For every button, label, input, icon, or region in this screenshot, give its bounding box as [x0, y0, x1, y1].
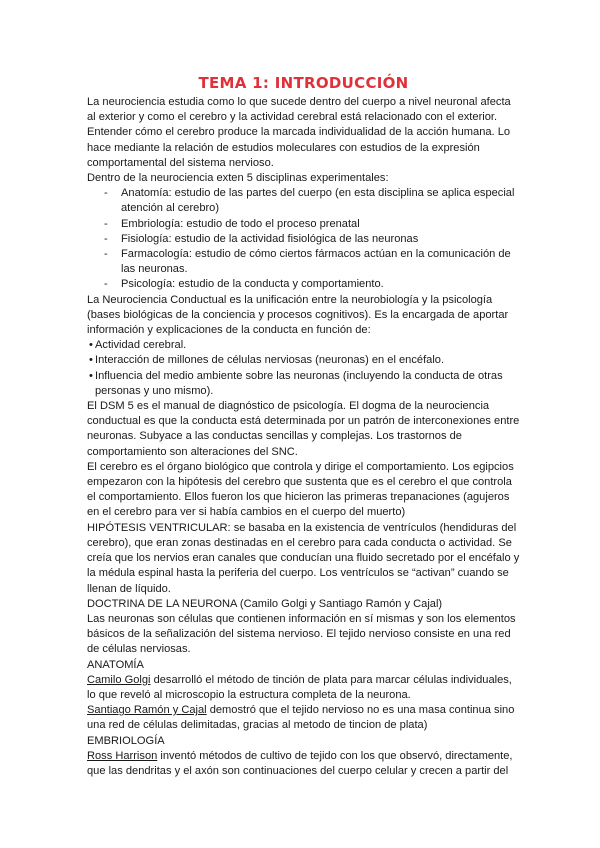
- dsm-paragraph: El DSM 5 es el manual de diagnóstico de psicología. El dogma de la neurociencia conductual es que la conducta está determinada por un patrón de interconexiones entre neuronas. Subyace a las conductas sencillas y complejas. Los trastornos de comportamiento son alteraciones del SNC.: [87, 400, 520, 458]
- list-item: - Embriología: estudio de todo el proceso prenatal: [104, 217, 520, 232]
- list-item: - Farmacología: estudio de cómo ciertos fármacos actúan en la comunicación de las neuronas.: [104, 247, 520, 277]
- disciplines-list: [87, 186, 520, 292]
- golgi-text: desarrolló el método de tinción de plata para marcar células individuales, lo que reveló al microscopio la estructura completa de la neurona.: [87, 673, 512, 701]
- bullet-icon: •: [89, 339, 93, 352]
- list-item-text: Interacción de millones de células nerviosas (neuronas) en el encéfalo.: [95, 354, 445, 367]
- list-item: - Psicología: estudio de la conducta y comportamiento.: [104, 277, 520, 292]
- intro-paragraph-2: Entender cómo el cerebro produce la marcada individualidad de la acción humana. Lo hace mediante la relación de estudios moleculares con estudios de la expresión comportamental del sistema nervioso.: [87, 126, 511, 169]
- harrison-name: Ross Harrison: [87, 749, 158, 762]
- conductual-paragraph: La Neurociencia Conductual es la unificación entre la neurobiología y la psicología (bases biológicas de la conciencia y procesos cognitivos). Es la encargada de aportar información y explicaciones de la conducta en función de:: [87, 293, 509, 337]
- list-item: [89, 338, 520, 353]
- harrison-text: inventó métodos de cultivo de tejido con los que observó, directamente, que las dendritas y el axón son continuaciones del cuerpo celular y crecen a partir del: [87, 749, 513, 777]
- ventricular-paragraph: HIPÓTESIS VENTRICULAR: se basaba en la existencia de ventrículos (hendiduras del cerebro), que eran zonas destinadas en el cerebro para cada conducta o actividad. Se creía que los nervios eran canales que conducían una fluido secretado por el encéfalo y la médula espinal hasta la periferia del cuerpo. Los ventrículos se “activan” cuando se llenan de líquido.: [87, 521, 520, 595]
- cajal-text: demostró que el tejido nervioso no es una masa continua sino una red de células delimitadas, gracias al metodo de tincion de plata): [87, 704, 515, 732]
- anatomia-heading: ANATOMÍA: [87, 658, 144, 671]
- bullet-icon: •: [89, 369, 93, 382]
- golgi-name: Camilo Golgi: [87, 673, 151, 686]
- list-item-text: Influencia del medio ambiente sobre las neuronas (incluyendo la conducta de otras personas y uno mismo).: [95, 369, 503, 397]
- list-item: - Anatomía: estudio de las partes del cuerpo (en esta disciplina se aplica especial atención al cerebro): [104, 186, 520, 216]
- golgi-paragraph: [87, 673, 520, 703]
- page-title: TEMA 1: INTRODUCCIÓN: [198, 74, 409, 92]
- list-item: [89, 353, 520, 368]
- bullet-icon: •: [89, 354, 93, 367]
- list-item-text: Actividad cerebral.: [95, 339, 187, 352]
- embriologia-heading: EMBRIOLOGÍA: [87, 734, 165, 747]
- doctrina-heading: DOCTRINA DE LA NEURONA (Camilo Golgi y Santiago Ramón y Cajal): [87, 597, 443, 610]
- factors-list: [87, 338, 520, 399]
- cajal-paragraph: [87, 703, 520, 733]
- list-item: - Fisiología: estudio de la actividad fisiológica de las neuronas: [104, 232, 520, 247]
- harrison-paragraph: [87, 749, 520, 779]
- intro-paragraph-1: La neurociencia estudia como lo que sucede dentro del cuerpo a nivel neuronal afecta al exterior y como el cerebro y la actividad cerebral está relacionado con el exterior.: [87, 96, 511, 124]
- list-item: [89, 369, 520, 399]
- doctrina-paragraph: Las neuronas son células que contienen información en sí mismas y son los elementos básicos de la señalización del sistema nervioso. El tejido nervioso consiste en una red de células nerviosas.: [87, 612, 516, 656]
- intro-paragraph-3: Dentro de la neurociencia exten 5 disciplinas experimentales:: [87, 172, 389, 185]
- cerebro-paragraph: El cerebro es el órgano biológico que controla y dirige el comportamiento. Los egipcios empezaron con la hipótesis del cerebro que sustenta que es el cerebro el que controla el comportamiento. Ellos fueron los que hicieron las primeras trepanaciones (agujeros en el cerebro para ver si había cambios en el cuerpo del muerto): [87, 460, 514, 519]
- cajal-name: Santiago Ramón y Cajal: [87, 704, 207, 717]
